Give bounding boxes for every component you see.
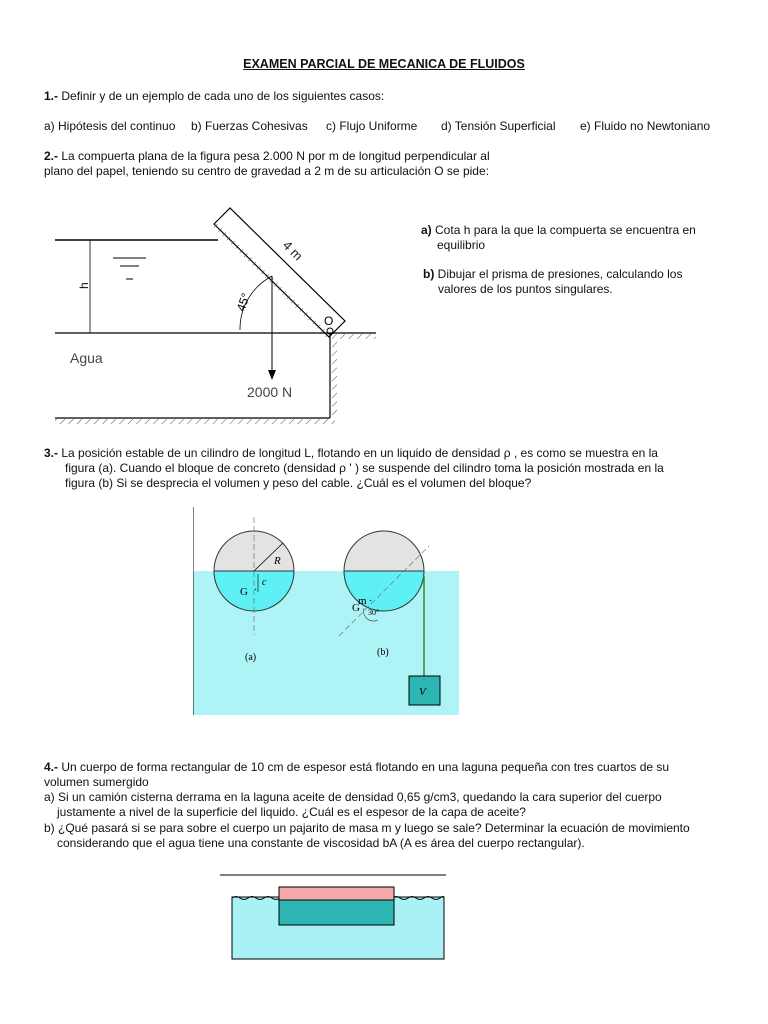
question-4-line-3: a) Si un camión cisterna derrama en la laguna aceite de densidad 0,65 g/cm3, quedando la cara superior del cuerpo (44, 790, 662, 804)
page-title: EXAMEN PARCIAL DE MECANICA DE FLUIDOS (243, 57, 525, 71)
question-2-part-a-cont: equilibrio (437, 238, 486, 252)
question-4-line-4: justamente a nivel de la superficie del liquido. ¿Cuál es el espesor de la capa de aceite? (57, 805, 526, 819)
option-a: a) Hipótesis del continuo (44, 119, 176, 133)
part-label: a) (421, 223, 432, 237)
option-d: d) Tensión Superficial (441, 119, 556, 133)
weight-label: 2000 N (247, 384, 293, 400)
question-number: 3.- (44, 446, 59, 460)
g-label-b: G (352, 602, 360, 614)
option-c: c) Flujo Uniforme (326, 119, 418, 133)
angle-label: 45° (233, 291, 254, 314)
angle-label-30: 30° (368, 608, 380, 617)
svg-text:·: · (254, 585, 258, 596)
c-label: c (262, 577, 267, 588)
question-4-line-5: b) ¿Qué pasará si se para sobre el cuerpo un pajarito de masa m y luego se sale? Determinar la ecuación de movimiento (44, 821, 690, 835)
part-text: Cota h para la que la compuerta se encuentra en (435, 223, 696, 237)
question-number: 1.- (44, 89, 59, 103)
part-text: Dibujar el prisma de presiones, calculando los (437, 267, 683, 281)
gate-length-label: 4 m (279, 237, 306, 264)
cylinder-b (344, 531, 424, 611)
question-number: 2.- (44, 149, 59, 163)
radius-label: R (274, 555, 281, 567)
svg-text:·: · (369, 596, 373, 607)
question-4-line-1 (44, 760, 669, 775)
part-label: b) (423, 267, 435, 281)
question-text: La posición estable de un cilindro de longitud L, flotando en un liquido de densidad ρ , es como se muestra en la (61, 446, 658, 460)
question-4-line-2: volumen sumergido (44, 775, 149, 789)
question-3-line-1 (44, 446, 658, 461)
floating-body-figure (220, 872, 448, 962)
block-label: V (419, 686, 426, 698)
water-label: Agua (70, 350, 103, 366)
question-text: Definir y de un ejemplo de cada uno de los siguientes casos: (61, 89, 385, 103)
g-label-a: G (240, 586, 248, 598)
question-2-line-2: plano del papel, teniendo su centro de gravedad a 2 m de su articulación O se pide: (44, 164, 489, 178)
h-label: h (77, 282, 91, 289)
oil-layer (279, 887, 394, 900)
m-label: m (358, 595, 367, 607)
question-3-line-2: figura (a). Cuando el bloque de concreto (densidad ρ ' ) se suspende del cilindro toma la posición mostrada en la (65, 461, 664, 475)
label-b: (b) (377, 647, 389, 658)
rectangular-body (279, 900, 394, 925)
question-text: La compuerta plana de la figura pesa 2.000 N por m de longitud perpendicular al (61, 149, 490, 163)
question-number: 4.- (44, 760, 59, 774)
option-e: e) Fluido no Newtoniano (580, 119, 711, 133)
cylinder-figure (193, 507, 459, 715)
question-2-part-b-cont: valores de los puntos singulares. (438, 282, 613, 296)
bottom-hatch (55, 419, 335, 424)
label-a: (a) (245, 652, 257, 663)
question-3-line-3: figura (b) Si se desprecia el volumen y peso del cable. ¿Cuál es el volumen del bloque? (65, 476, 532, 490)
ground-hatch-right (332, 334, 376, 339)
wall-hatch (332, 339, 337, 418)
question-text: Un cuerpo de forma rectangular de 10 cm de espesor está flotando en una laguna pequeña con tres cuartos de su (61, 760, 670, 774)
pivot-label: O (324, 314, 334, 328)
question-4-line-6: considerando que el agua tiene una constante de viscosidad bA (A es área del cuerpo rectangular). (57, 836, 585, 850)
option-b: b) Fuerzas Cohesivas (191, 119, 308, 133)
